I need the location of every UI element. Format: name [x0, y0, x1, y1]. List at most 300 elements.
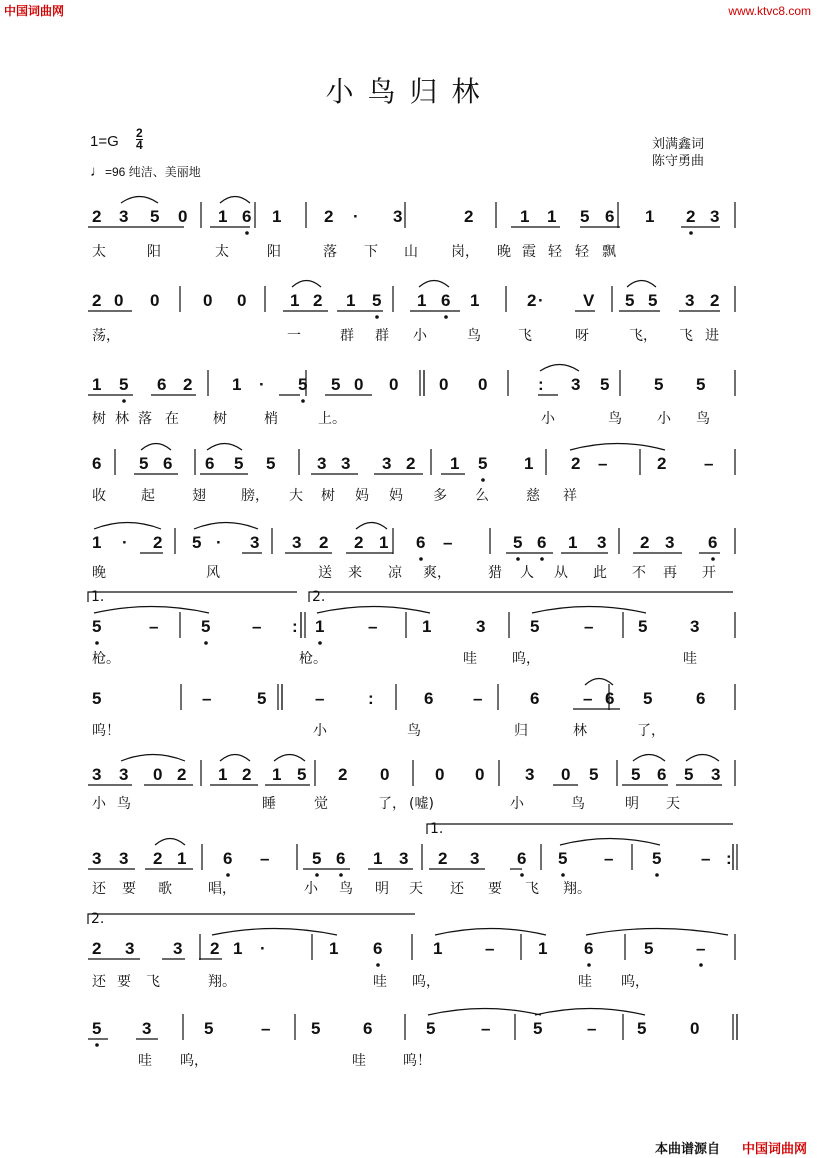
lyric: 爽， — [423, 565, 451, 581]
lyric: 收 — [92, 488, 106, 504]
lyric: 山 — [404, 244, 418, 260]
note: – — [696, 939, 706, 958]
note: 0 — [354, 375, 364, 394]
note: 1 — [92, 375, 102, 394]
note: 5 — [513, 533, 523, 552]
note: 5 — [92, 617, 102, 636]
note: 3 — [710, 207, 720, 226]
note: 6 — [537, 533, 547, 552]
lyric: 鸟 — [117, 796, 131, 812]
lyric: 来 — [348, 565, 362, 581]
note: 5 — [426, 1019, 436, 1038]
lyric: 荡， — [92, 328, 120, 344]
note: 1 — [524, 454, 534, 473]
note: – — [584, 617, 594, 636]
note: 5 — [643, 689, 653, 708]
note: 3 — [382, 454, 392, 473]
note: 3 — [597, 533, 607, 552]
note: 2 — [657, 454, 667, 473]
lyric: 鸟 — [407, 723, 421, 739]
lyric: 树 — [92, 411, 106, 427]
note: 2 — [210, 939, 220, 958]
lyric: 梢 — [264, 411, 278, 427]
note: 1 — [218, 765, 228, 784]
note: 2 — [92, 207, 102, 226]
time-top: 2 — [136, 126, 143, 140]
lyric: 霞 — [522, 244, 536, 260]
lyric: 飞 — [679, 328, 693, 344]
lyric: 树 — [213, 411, 227, 427]
lyric: 阳 — [147, 244, 161, 260]
note: – — [583, 689, 593, 708]
octave-dot — [204, 641, 208, 645]
note: 0 — [475, 765, 485, 784]
lyric: 小 — [304, 881, 318, 897]
lyric: 鸟 — [467, 328, 481, 344]
note: 0 — [380, 765, 390, 784]
note: 2 — [92, 291, 102, 310]
octave-dot — [339, 873, 343, 877]
octave-dot — [419, 557, 423, 561]
note: 2 — [710, 291, 720, 310]
slur-arc — [274, 755, 305, 762]
volta-bracket — [309, 592, 733, 602]
tempo-text: =96 纯洁、美丽地 — [105, 165, 201, 179]
note: 5 — [204, 1019, 214, 1038]
lyric: 飞 — [146, 974, 160, 990]
note: 2 — [464, 207, 474, 226]
lyric: 再 — [663, 565, 677, 581]
lyric: 要 — [117, 974, 131, 990]
note: 0 — [478, 375, 488, 394]
lyric: 岗， — [451, 244, 479, 260]
lyric: 哇 — [463, 651, 477, 667]
note: 6 — [424, 689, 434, 708]
lyric: 太 — [215, 244, 229, 260]
note: 2 — [92, 939, 102, 958]
slur-arc — [141, 444, 171, 451]
note: 3 — [125, 939, 135, 958]
note: 5 — [631, 765, 641, 784]
octave-dot — [481, 478, 485, 482]
note: 6 — [223, 849, 233, 868]
octave-dot — [301, 399, 305, 403]
lyric: 呀 — [575, 328, 589, 344]
note: · — [353, 207, 359, 226]
note: 0 — [153, 765, 163, 784]
lyric: 哇 — [683, 651, 697, 667]
note: 6 — [92, 454, 102, 473]
slur-arc — [540, 365, 579, 372]
note: 5 — [298, 375, 308, 394]
lyric: 小 — [510, 796, 524, 812]
lyric: 进 — [705, 328, 719, 344]
note: 2 — [324, 207, 334, 226]
note: – — [598, 454, 608, 473]
note: 5 — [297, 765, 307, 784]
octave-dot — [516, 557, 520, 561]
note: 6 — [708, 533, 718, 552]
note: 5 — [589, 765, 599, 784]
note: 0 — [150, 291, 160, 310]
note: 0 — [690, 1019, 700, 1038]
slur-arc — [570, 444, 665, 451]
note: – — [260, 849, 270, 868]
note: 3 — [470, 849, 480, 868]
note: 1 — [547, 207, 557, 226]
lyric: 小 — [92, 796, 106, 812]
footer-source-label: 本曲谱源自 — [655, 1141, 721, 1156]
lyric: 枪。 — [299, 651, 327, 667]
note: · — [260, 939, 266, 958]
lyric: 鸟 — [608, 411, 622, 427]
slur-arc — [535, 1009, 645, 1016]
lyric: 上。 — [318, 411, 346, 427]
note: 2 — [313, 291, 323, 310]
note: 1 — [568, 533, 578, 552]
lyric: 林 — [573, 723, 587, 739]
lyric: 下 — [364, 244, 378, 260]
note: – — [368, 617, 378, 636]
slur-arc — [292, 281, 321, 288]
note: : — [726, 849, 732, 868]
note: – — [604, 849, 614, 868]
lyric: 起 — [141, 488, 155, 504]
lyric: 轻 — [548, 244, 562, 260]
note: 1 — [232, 375, 242, 394]
lyric: 妈 — [355, 488, 369, 504]
note: 5 — [644, 939, 654, 958]
lyric: 觉 — [314, 796, 328, 812]
key-signature: 1=G — [90, 133, 119, 150]
lyric: 呜， — [621, 974, 649, 990]
note: 6 — [242, 207, 252, 226]
octave-dot — [318, 641, 322, 645]
lyric: 晚 — [497, 244, 511, 260]
note: 5 — [580, 207, 590, 226]
note: 5 — [530, 617, 540, 636]
note: 5 — [257, 689, 267, 708]
note: 5 — [652, 849, 662, 868]
lyric: 在 — [165, 411, 179, 427]
lyric: 翔。 — [208, 974, 236, 990]
note: 2 — [338, 765, 348, 784]
note: 6 — [363, 1019, 373, 1038]
lyric: 林 — [115, 411, 129, 427]
note: 5 — [201, 617, 211, 636]
lyric: 翔。 — [563, 881, 591, 897]
quarter-note-icon: ♩ — [90, 163, 105, 180]
lyric: 人 — [520, 565, 534, 581]
note: 5 — [533, 1019, 543, 1038]
lyric: 慈 — [526, 488, 540, 504]
lyric: 呜， — [512, 651, 540, 667]
note: 2 — [153, 849, 163, 868]
slur-arc — [220, 755, 250, 762]
note: 3 — [341, 454, 351, 473]
note: 2 — [406, 454, 416, 473]
note: 1 — [233, 939, 243, 958]
note: 3 — [92, 765, 102, 784]
site-logo-left: 中国词曲网 — [4, 4, 65, 18]
note: 3 — [92, 849, 102, 868]
note: 2 — [438, 849, 448, 868]
lyric: 阳 — [267, 244, 281, 260]
lyric: 群 — [375, 328, 389, 344]
note: · — [259, 375, 265, 394]
note: 5 — [637, 1019, 647, 1038]
note: 5 — [139, 454, 149, 473]
time-bottom: 4 — [136, 138, 143, 152]
note: 6 — [605, 689, 615, 708]
octave-dot — [540, 557, 544, 561]
note: 3 — [250, 533, 260, 552]
note: – — [261, 1019, 271, 1038]
note: 6 — [163, 454, 173, 473]
lyric: 呜， — [412, 974, 440, 990]
lyric: 鸟 — [696, 411, 710, 427]
note: : — [292, 617, 298, 636]
note: 5 — [638, 617, 648, 636]
note: 5 — [625, 291, 635, 310]
note: 2 — [527, 291, 537, 310]
lyric: 妈 — [389, 488, 403, 504]
lyric: 歌 — [158, 881, 172, 897]
note: 5 — [558, 849, 568, 868]
note: 5 — [696, 375, 706, 394]
note: 1 — [290, 291, 300, 310]
lyric: 凉 — [388, 565, 402, 581]
note: 5 — [372, 291, 382, 310]
note: · — [122, 533, 128, 552]
lyric: 开 — [702, 565, 716, 581]
slur-arc — [356, 523, 387, 530]
lyric: 呜！ — [403, 1053, 431, 1069]
slur-arc — [586, 929, 728, 936]
lyric: 要 — [122, 881, 136, 897]
slur-arc — [560, 839, 660, 846]
note: 5 — [150, 207, 160, 226]
note: 3 — [476, 617, 486, 636]
note: 3 — [665, 533, 675, 552]
note: 1 — [92, 533, 102, 552]
note: 2 — [571, 454, 581, 473]
note: 0 — [389, 375, 399, 394]
slur-arc — [633, 755, 665, 762]
note: 1 — [272, 207, 282, 226]
lyric: 飞 — [525, 881, 539, 897]
note: 2 — [354, 533, 364, 552]
note: 2 — [183, 375, 193, 394]
note: 1 — [346, 291, 356, 310]
note: 3 — [685, 291, 695, 310]
octave-dot — [376, 963, 380, 967]
lyric: 大 — [289, 488, 303, 504]
note: – — [587, 1019, 597, 1038]
note: 2 — [153, 533, 163, 552]
lyric: 群 — [340, 328, 354, 344]
lyric: 送 — [318, 565, 332, 581]
volta-bracket — [88, 592, 297, 602]
slur-arc — [121, 755, 185, 762]
slur-arc — [419, 281, 449, 288]
note: – — [473, 689, 483, 708]
lyric: (嘘) — [409, 796, 434, 812]
site-url-right: www.ktvc8.com — [728, 4, 811, 18]
note: – — [315, 689, 325, 708]
lyric: 睡 — [262, 796, 276, 812]
slur-arc — [212, 929, 337, 936]
note: 0 — [114, 291, 124, 310]
slur-arc — [94, 523, 161, 530]
lyric: 哇 — [373, 974, 387, 990]
note: 3 — [173, 939, 183, 958]
note: 3 — [711, 765, 721, 784]
note: · — [216, 533, 222, 552]
note: 5 — [331, 375, 341, 394]
volta-label: 2. — [312, 589, 326, 605]
lyric: 还 — [92, 881, 106, 897]
note: 1 — [422, 617, 432, 636]
slur-arc — [627, 281, 656, 288]
lyric: 飞 — [518, 328, 532, 344]
lyric: 么 — [475, 488, 489, 504]
lyric: 小 — [313, 723, 327, 739]
lyric: 明 — [625, 796, 639, 812]
note: 1 — [373, 849, 383, 868]
octave-dot — [375, 315, 379, 319]
composer: 陈守勇曲 — [652, 153, 705, 168]
lyric: 膀， — [241, 488, 269, 504]
lyric: 多 — [433, 488, 447, 504]
slur-arc — [155, 839, 185, 846]
lyric: 落 — [323, 244, 337, 260]
octave-dot — [444, 315, 448, 319]
note: 2 — [177, 765, 187, 784]
slur-arc — [532, 607, 646, 614]
note: : — [368, 689, 374, 708]
lyric: 唱， — [208, 881, 236, 897]
note: 1 — [379, 533, 389, 552]
note: 3 — [317, 454, 327, 473]
lyric: 小 — [541, 411, 555, 427]
note: 6 — [696, 689, 706, 708]
footer-site-name: 中国词曲网 — [742, 1141, 808, 1156]
lyric: 哇 — [352, 1053, 366, 1069]
lyric: 落 — [138, 411, 152, 427]
lyric: 小 — [657, 411, 671, 427]
note: 3 — [525, 765, 535, 784]
note: 5 — [266, 454, 276, 473]
volta-bracket — [88, 914, 415, 924]
lyricist: 刘满鑫词 — [652, 136, 705, 151]
note: 0 — [439, 375, 449, 394]
lyric: 风 — [206, 565, 220, 581]
note: 1 — [520, 207, 530, 226]
slur-arc — [686, 755, 719, 762]
note: 5 — [119, 375, 129, 394]
octave-dot — [315, 873, 319, 877]
note: 5 — [311, 1019, 321, 1038]
note: · — [538, 291, 544, 310]
slur-arc — [317, 607, 430, 614]
lyric: 猎 — [488, 565, 502, 581]
note: – — [485, 939, 495, 958]
lyric: 要 — [488, 881, 502, 897]
lyric: 枪。 — [92, 651, 120, 667]
lyric: 轻 — [575, 244, 589, 260]
note: 0 — [561, 765, 571, 784]
note: – — [701, 849, 711, 868]
note: 3 — [690, 617, 700, 636]
slur-arc — [94, 607, 209, 614]
note: 2 — [319, 533, 329, 552]
note: 6 — [336, 849, 346, 868]
lyric: 飞， — [629, 328, 657, 344]
note: 6 — [605, 207, 615, 226]
note: 5 — [192, 533, 202, 552]
note: 1 — [272, 765, 282, 784]
lyric: 天 — [666, 796, 680, 812]
song-title: 小鸟归林 — [325, 75, 494, 108]
note: 3 — [393, 207, 403, 226]
lyric: 哇 — [138, 1053, 152, 1069]
lyric: 小 — [413, 328, 427, 344]
note: – — [443, 533, 453, 552]
note: 3 — [142, 1019, 152, 1038]
slur-arc — [428, 1009, 541, 1016]
lyric: 了， — [637, 723, 665, 739]
lyric: 树 — [321, 488, 335, 504]
lyric: 鸟 — [339, 881, 353, 897]
note: 6 — [530, 689, 540, 708]
note: 3 — [119, 849, 129, 868]
note: 1 — [470, 291, 480, 310]
note: 5 — [312, 849, 322, 868]
note: 5 — [648, 291, 658, 310]
lyric: 呜！ — [92, 723, 120, 739]
octave-dot — [689, 231, 693, 235]
lyric: 太 — [92, 244, 106, 260]
note: 6 — [205, 454, 215, 473]
slur-arc — [207, 444, 242, 451]
note: : — [538, 375, 544, 394]
note: 3 — [292, 533, 302, 552]
note: 2 — [242, 765, 252, 784]
lyric: 鸟 — [571, 796, 585, 812]
note: – — [149, 617, 159, 636]
octave-dot — [711, 557, 715, 561]
note: 6 — [157, 375, 167, 394]
note: 5 — [478, 454, 488, 473]
note: 2 — [640, 533, 650, 552]
note: 0 — [435, 765, 445, 784]
volta-label: 1. — [91, 589, 105, 605]
octave-dot — [122, 399, 126, 403]
octave-dot — [245, 231, 249, 235]
note: – — [704, 454, 714, 473]
note: 0 — [178, 207, 188, 226]
lyric: 飘 — [602, 244, 616, 260]
volta-bracket — [427, 824, 733, 834]
volta-label: 1. — [430, 821, 444, 837]
lyric: 不 — [632, 565, 646, 581]
slur-arc — [194, 523, 258, 530]
octave-dot — [95, 641, 99, 645]
note: – — [481, 1019, 491, 1038]
note: 3 — [571, 375, 581, 394]
octave-dot — [561, 873, 565, 877]
